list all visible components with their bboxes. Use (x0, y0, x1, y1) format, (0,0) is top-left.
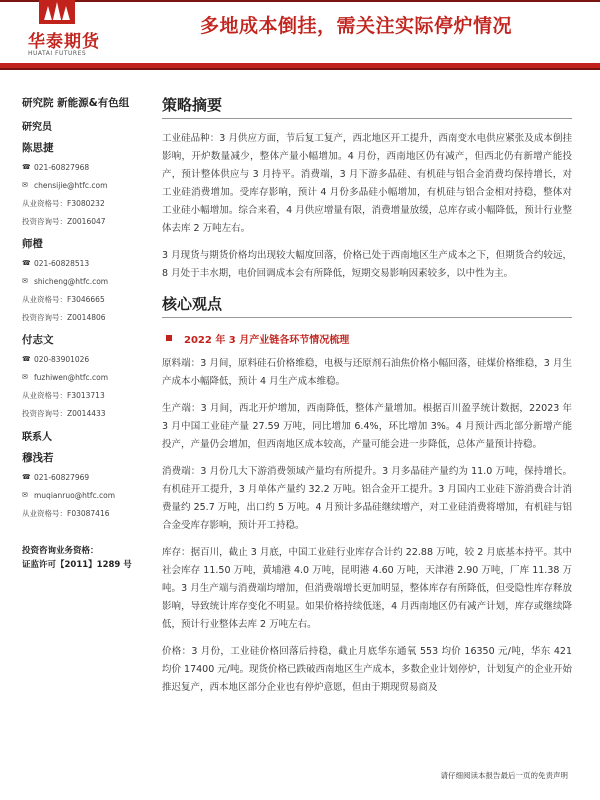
email-address[interactable]: muqianruo@htfc.com (34, 490, 116, 500)
phone-row (22, 350, 147, 368)
email-icon: ✉ (22, 181, 28, 189)
investment-row (22, 404, 147, 422)
email-address[interactable]: shicheng@htfc.com (34, 276, 109, 286)
license-info (22, 544, 147, 572)
qualification-row (22, 504, 147, 522)
subsection-heading-text: 2022 年 3 月产业链各环节情况梳理 (184, 334, 350, 346)
license-line-1: 投资咨询业务资格： (22, 546, 99, 556)
phone-number: 021-60827969 (34, 472, 90, 482)
summary-paragraph-1: 工业硅品种：3 月供应方面，节后复工复产，西北地区开工提升，西南变水电供应紧张及成本倒挂影响，开炉数量减少，整体产量小幅增加。4 月份，西南地区仍有减产，但西北仍有新增产能投产，预计整体供应与 3 月持平。消费端，3 月下游多晶硅、有机硅与铝合金消费均保持增长，对工业硅消费增加。受库存影响，预计 4 月份多晶硅小幅增加，有机硅与铝合金相对持稳，整体对工业硅小幅增加。综合来看，4 月供应增量有限，消费增量放缓，总库存或小幅降低，预计行业整体去库 2 万吨左右。 (162, 133, 572, 234)
section-divider (162, 118, 572, 119)
contact-name: 穆浅若 (22, 452, 54, 464)
production-paragraph: 生产端：3 月间，西北开炉增加，西南降低，整体产量增加。根据百川盈孚统计数据，22023 年 3 月中国工业硅产量 27.59 万吨，同比增加 6.4%，环比增加 3%。4 月预计西北部分新增产能投产，产量仍会增加，但西南地区成本较高，产量可能会进一步降低，总体产量预计持稳。 (162, 403, 572, 450)
investment-number: Z0014433 (67, 408, 106, 418)
phone-icon: ☎ (22, 259, 31, 267)
investment-row (22, 308, 147, 326)
investment-number: Z0016047 (67, 216, 106, 226)
email-address[interactable]: fuzhiwen@htfc.com (34, 372, 109, 382)
consumption-paragraph: 消费端：3 月份几大下游消费领域产量均有所提升。3 月多晶硅产量约为 11.0 万吨，保持增长。有机硅开工提升，3 月单体产量约 32.2 万吨。铝合金开工提升。3 月国内工业硅下游消费合计消费量约 25.7 万吨，出口约 5 万吨。4 月预计多晶硅继续增产，对工业硅消费将增加，有机硅与铝合金受库存影响，预计开工持稳。 (162, 466, 572, 531)
qualification-label: 从业资格号： (22, 390, 67, 400)
email-row[interactable] (22, 272, 147, 290)
phone-number: 021-60827968 (34, 162, 90, 172)
researcher-card (22, 232, 147, 326)
email-icon: ✉ (22, 277, 28, 285)
section-divider (162, 317, 572, 318)
core-views-title: 核心观点 (162, 295, 223, 313)
email-row[interactable] (22, 486, 147, 504)
qualification-label: 从业资格号： (22, 294, 67, 304)
contact-card (22, 446, 147, 522)
investment-row (22, 212, 147, 230)
email-icon: ✉ (22, 491, 28, 499)
email-row[interactable] (22, 176, 147, 194)
company-logo (10, 0, 120, 62)
investment-label: 投资咨询号： (22, 408, 67, 418)
inventory-paragraph: 库存：据百川，截止 3 月底，中国工业硅行业库存合计约 22.88 万吨，较 2 月底基本持平。其中社会库存 11.50 万吨，黄埔港 4.0 万吨，昆明港 4.60 万吨，天津港 2.90 万吨，厂库 11.38 万吨。3 月生产端与消费端均增加，但消费端增长更加明显，整体库存有所降低，但受隐性库存释放影响，导致统计库存变化不明显。如果价格持续低迷，4 月西南地区仍有减产计划，库存或继续降低，预计行业整体去库 2 万吨左右。 (162, 547, 572, 630)
qualification-number: F03087416 (67, 508, 110, 518)
qualification-row (22, 290, 147, 308)
disclaimer-footer: 请仔细阅读本报告最后一页的免责声明 (440, 771, 568, 780)
researcher-label: 研究员 (22, 122, 52, 133)
qualification-label: 从业资格号： (22, 508, 67, 518)
investment-label: 投资咨询号： (22, 312, 67, 322)
researcher-name: 陈思捷 (22, 142, 54, 154)
phone-row (22, 254, 147, 272)
researcher-name: 付志文 (22, 334, 54, 346)
sidebar (22, 95, 147, 572)
raw-material-paragraph: 原料端：3 月间，原料硅石价格维稳，电极与还原剂石油焦价格小幅回落，硅煤价格维稳，3 月生产成本小幅降低，预计 4 月生产成本维稳。 (162, 358, 572, 387)
department-label: 研究院 新能源&有色组 (22, 97, 130, 109)
qualification-number: F3013713 (67, 390, 105, 400)
phone-icon: ☎ (22, 355, 31, 363)
contact-label: 联系人 (22, 432, 52, 443)
main-content (162, 94, 572, 697)
qualification-row (22, 194, 147, 212)
researcher-card (22, 136, 147, 230)
investment-number: Z0014806 (67, 312, 106, 322)
investment-label: 投资咨询号： (22, 216, 67, 226)
logo-mark-icon (39, 0, 75, 24)
qualification-label: 从业资格号： (22, 198, 67, 208)
phone-icon: ☎ (22, 473, 31, 481)
header (0, 0, 600, 70)
qualification-number: F3080232 (67, 198, 105, 208)
researcher-name: 师橙 (22, 238, 43, 250)
email-icon: ✉ (22, 373, 28, 381)
document-title: 多地成本倒挂，需关注实际停炉情况 (200, 15, 513, 37)
email-address[interactable]: chensijie@htfc.com (34, 180, 108, 190)
license-line-2: 证监许可【2011】1289 号 (22, 560, 132, 570)
summary-title: 策略摘要 (162, 96, 223, 114)
price-paragraph: 价格：3 月份，工业硅价格回落后持稳，截止月底华东通氧 553 均价 16350 元/吨，华东 421 均价 17400 元/吨。现货价格已跌破西南地区生产成本，多数企业计划停炉，计划复产的企业开始推迟复产，西本地区部分企业也有停炉意愿，但由于期现贸易商及 (162, 646, 572, 693)
header-rule-dark (0, 68, 600, 70)
logo-en-text: HUATAI FUTURES (28, 50, 87, 57)
phone-row (22, 468, 147, 486)
phone-row (22, 158, 147, 176)
qualification-row (22, 386, 147, 404)
summary-paragraph-2: 3 月现货与期货价格均出现较大幅度回落，价格已处于西南地区生产成本之下，但期货合约较远，8 月处于丰水期，电价回调成本会有所降低，短期交易影响因素较多，以中性为主。 (162, 250, 572, 279)
email-row[interactable] (22, 368, 147, 386)
square-bullet-icon (166, 335, 172, 341)
phone-number: 021-60828513 (34, 258, 90, 268)
phone-number: 020-83901026 (34, 354, 90, 364)
subsection-heading (162, 330, 572, 346)
qualification-number: F3046665 (67, 294, 105, 304)
phone-icon: ☎ (22, 163, 31, 171)
researcher-card (22, 328, 147, 422)
logo-cn-text: 华泰期货 (28, 32, 100, 52)
